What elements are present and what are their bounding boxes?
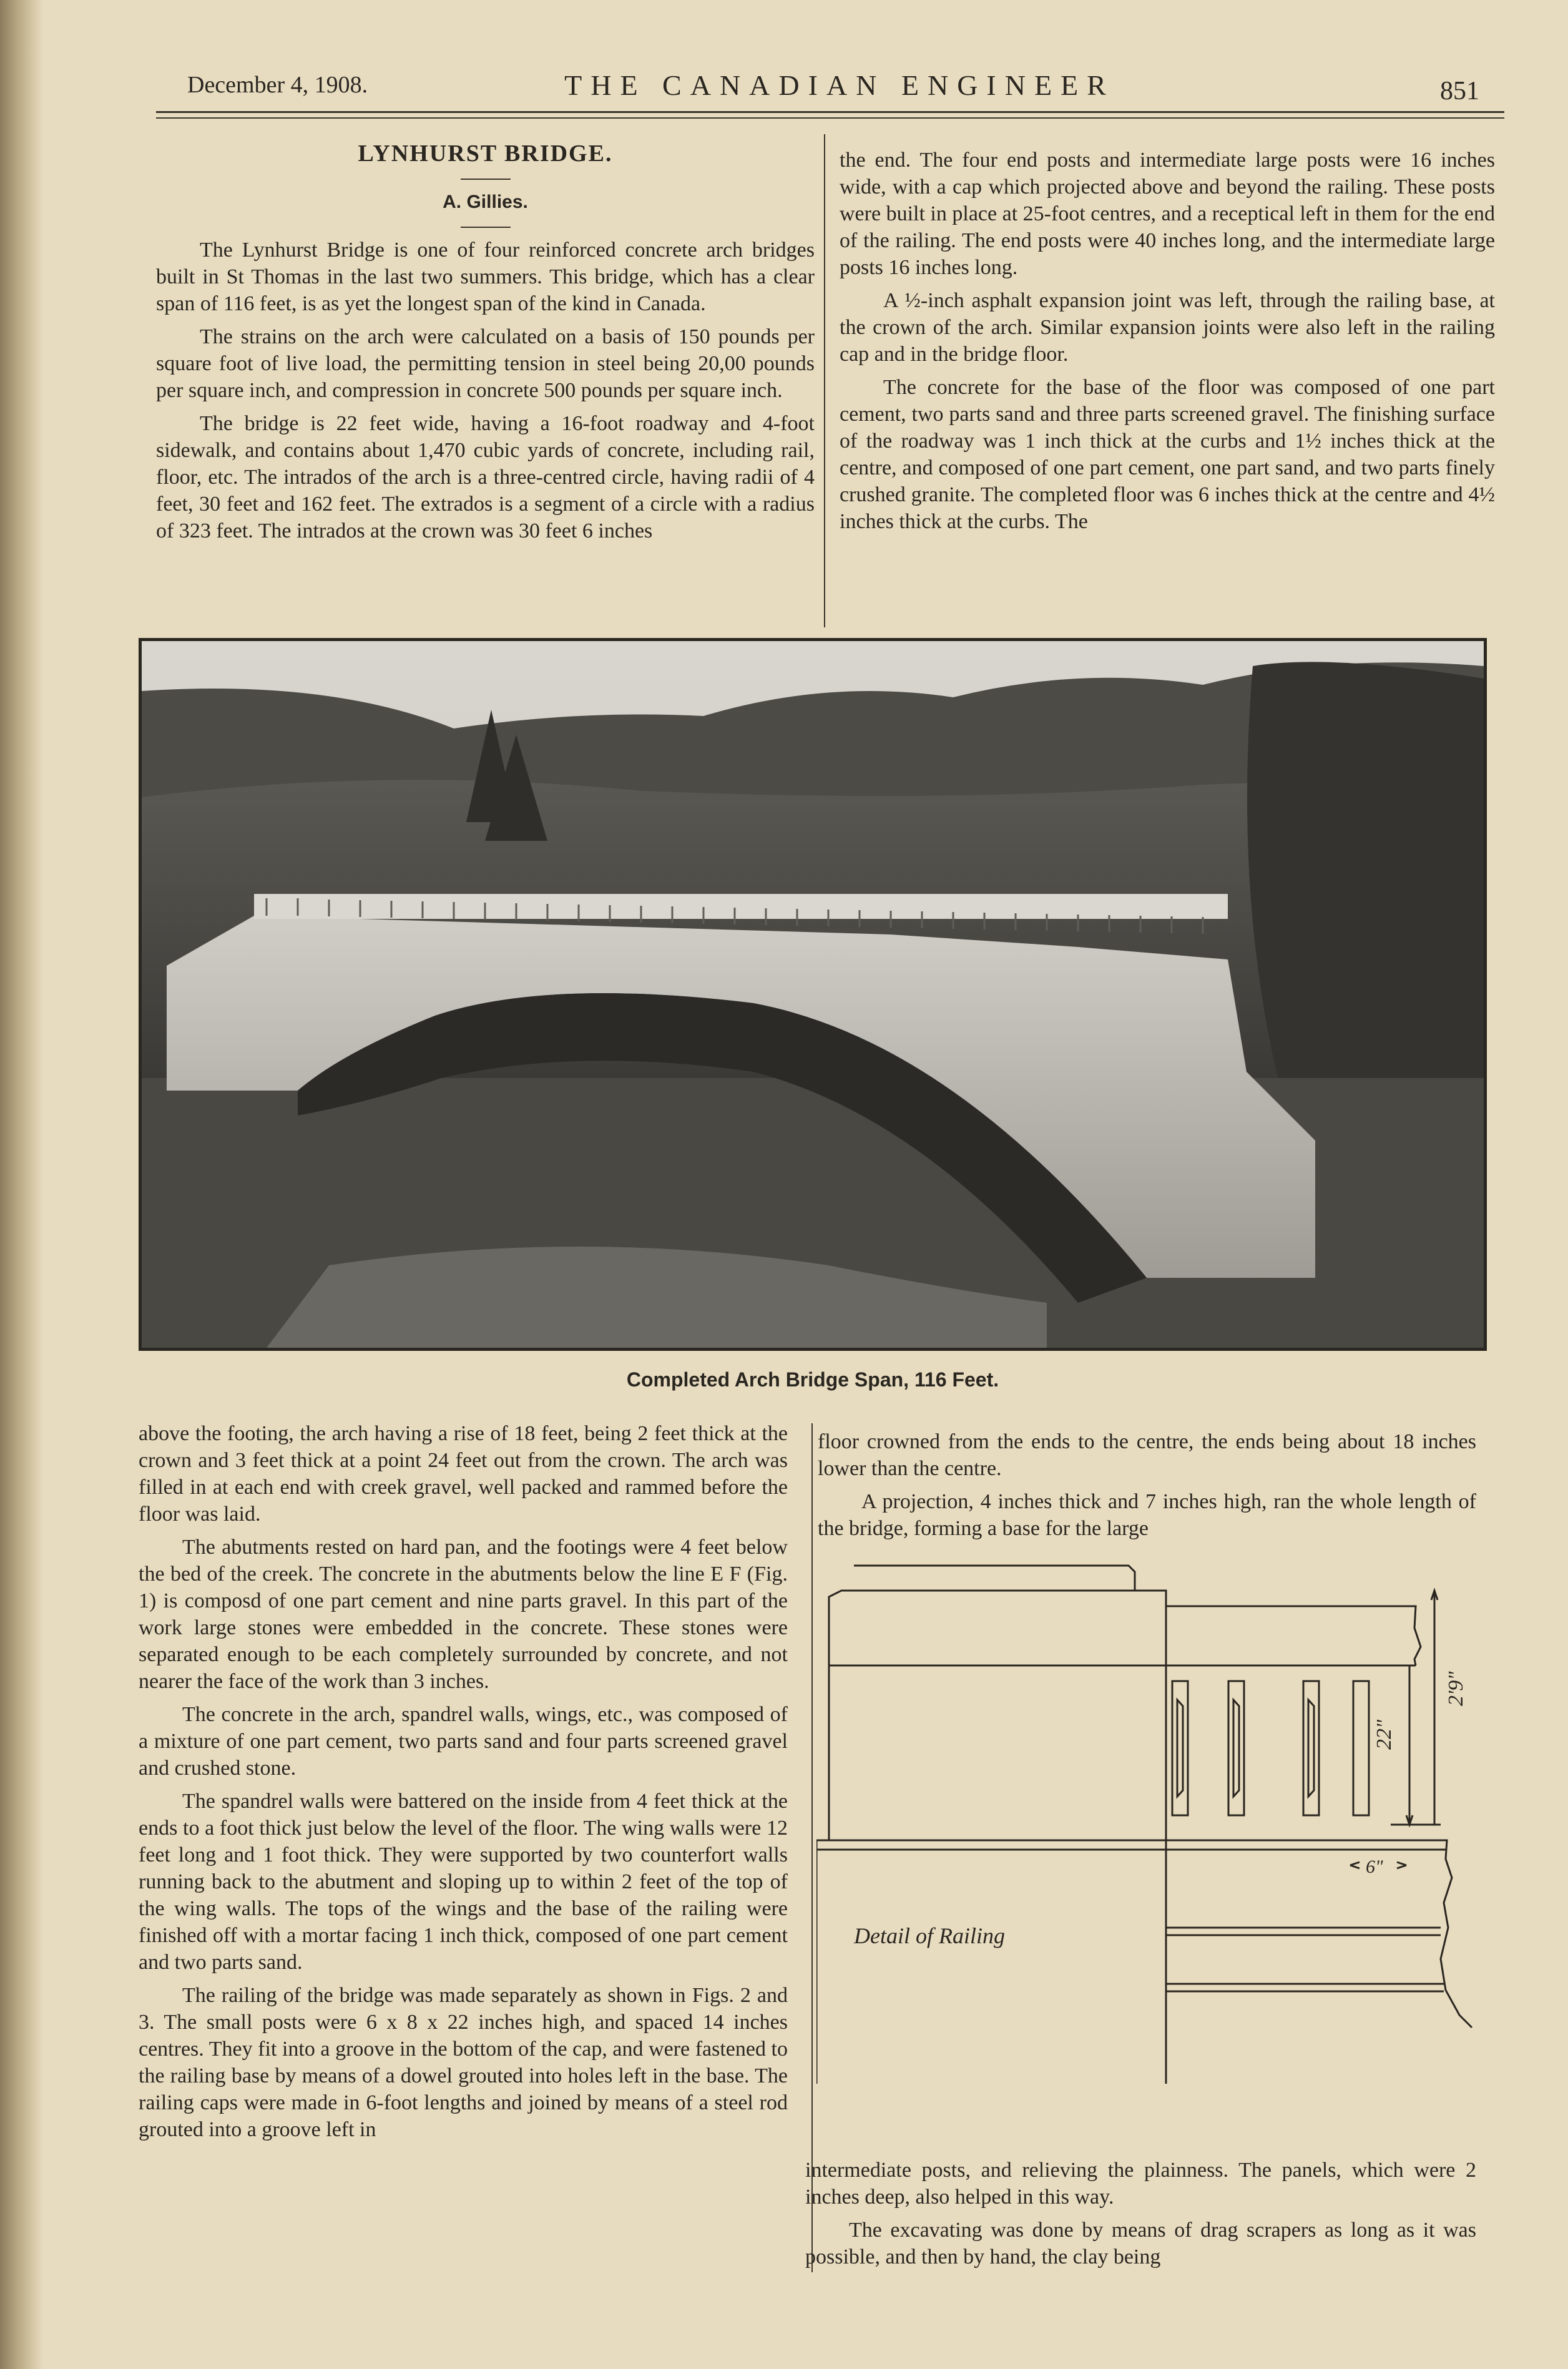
article-column-4-top [818,1428,1476,1548]
figure-label: Detail of Railing [854,1923,1005,1948]
paragraph: The strains on the arch were calculated on a basis of 150 pounds per square foot of live load, the permitting tension in steel being 20,00 pounds per square inch, and compression in concrete 500 pounds per square inch. [156,325,815,402]
journal-title: THE CANADIAN ENGINEER [564,69,1115,101]
page-binding-edge [0,0,44,2369]
paragraph: intermediate posts, and relieving the plainness. The panels, which were 2 inches deep, also helped in this way. [805,2159,1476,2209]
article-column-2 [840,147,1495,541]
paragraph: The concrete for the base of the floor was composed of one part cement, two parts sand and three parts screened gravel. The finishing surface of the roadway was 1 inch thick at the curbs and 1½ inches thick at the centre, and composed of one part cement, one part sand, and two parts finely crushed granite. The completed floor was 6 inches thick at the centre and 4½ inches thick at the curbs. The [840,376,1495,533]
railing-detail-figure [816,1553,1478,2084]
article-title: LYNHURST BRIDGE. [358,140,613,167]
paragraph: The concrete in the arch, spandrel walls, wings, etc., was composed of a mixture of one part cement, two parts sand and four parts screened gravel and crushed stone. [139,1703,788,1780]
photo-caption: Completed Arch Bridge Span, 116 Feet. [626,1368,999,1391]
bridge-photo [139,638,1487,1351]
dimension-6-label: 6" [1366,1856,1383,1877]
article-author: A. Gillies. [443,192,528,212]
dimension-22-label: 22" [1373,1719,1396,1750]
paragraph: A ½-inch asphalt expansion joint was left, through the railing base, at the crown of the arch. Similar expansion joints were also left in the railing cap and in the bridge floor. [840,289,1495,366]
dimension-29-label: 2'9" [1444,1671,1468,1706]
paragraph: The railing of the bridge was made separately as shown in Figs. 2 and 3. The small posts were 6 x 8 x 22 inches high, and spaced 14 inches centres. They fit into a groove in the bottom of the cap, and were fastened to the railing base by means of a dowel grouted into holes left in the base. The railing caps were made in 6-foot lengths and joined by means of a steel rod grouted into a groove left in [139,1984,788,2141]
paragraph: The abutments rested on hard pan, and the footings were 4 feet below the bed of the creek. The concrete in the abutments below the line E F (Fig. 1) is composd of one part cement and nine parts gravel. In this part of the work large stones were embedded in the concrete. These stones were separated enough to be each completely surrounded by concrete, and not nearer the face of the work than 3 inches. [139,1536,788,1693]
author-rule [461,227,511,228]
paragraph: The Lynhurst Bridge is one of four reinforced concrete arch bridges built in St Thomas in the last two summers. This bridge, which has a clear span of 116 feet, is as yet the longest span of the kind in Canada. [156,238,815,315]
header-rule [156,111,1504,113]
column-divider-top [824,134,825,627]
header-rule-thin [156,117,1504,119]
paragraph: The spandrel walls were battered on the inside from 4 feet thick at the ends to a foot thick just below the level of the floor. The wing walls were 12 feet long and 1 foot thick. They were supported by two counterfort walls running back to the abutment and sloping up to within 2 feet of the top of the wing walls. The tops of the wings and the base of the railing were finished off with a mortar facing 1 inch thick, composed of one part cement and two parts sand. [139,1790,788,1974]
page-header [181,69,1498,106]
header-date: December 4, 1908. [187,72,368,98]
page-number: 851 [1440,77,1479,105]
paragraph: above the footing, the arch having a rise of 18 feet, being 2 feet thick at the crown and 3 feet thick at a point 24 feet out from the crown. The arch was filled in at each end with creek gravel, well packed and rammed before the floor was laid. [139,1422,788,1526]
article-column-4-bottom [805,2157,1476,2277]
paragraph: floor crowned from the ends to the centre, the ends being about 18 inches lower than the centre. [818,1430,1476,1480]
paragraph: A projection, 4 inches thick and 7 inches high, ran the whole length of the bridge, forming a base for the large [818,1490,1476,1540]
paragraph: The excavating was done by means of drag scrapers as long as it was possible, and then by hand, the clay being [805,2219,1476,2268]
title-rule [461,179,511,180]
column-divider-bottom [811,1423,813,2272]
paragraph: the end. The four end posts and intermediate large posts were 16 inches wide, with a cap which projected above and beyond the railing. These posts were built in place at 25-foot centres, and a receptical left in them for the end of the railing. The end posts were 40 inches long, and the intermediate large posts 16 inches long. [840,149,1495,279]
paragraph: The bridge is 22 feet wide, having a 16-foot roadway and 4-foot sidewalk, and contains about 1,470 cubic yards of concrete, including rail, floor, etc. The intrados of the arch is a three-centred circle, having radii of 4 feet, 30 feet and 162 feet. The extrados is a segment of a circle with a radius of 323 feet. The intrados at the crown was 30 feet 6 inches [156,412,815,542]
article-column-3 [139,1420,788,2149]
railing-detail-drawing [816,1553,1478,2084]
bridge-photo-illustration [142,641,1484,1348]
article-column-1 [156,140,815,551]
